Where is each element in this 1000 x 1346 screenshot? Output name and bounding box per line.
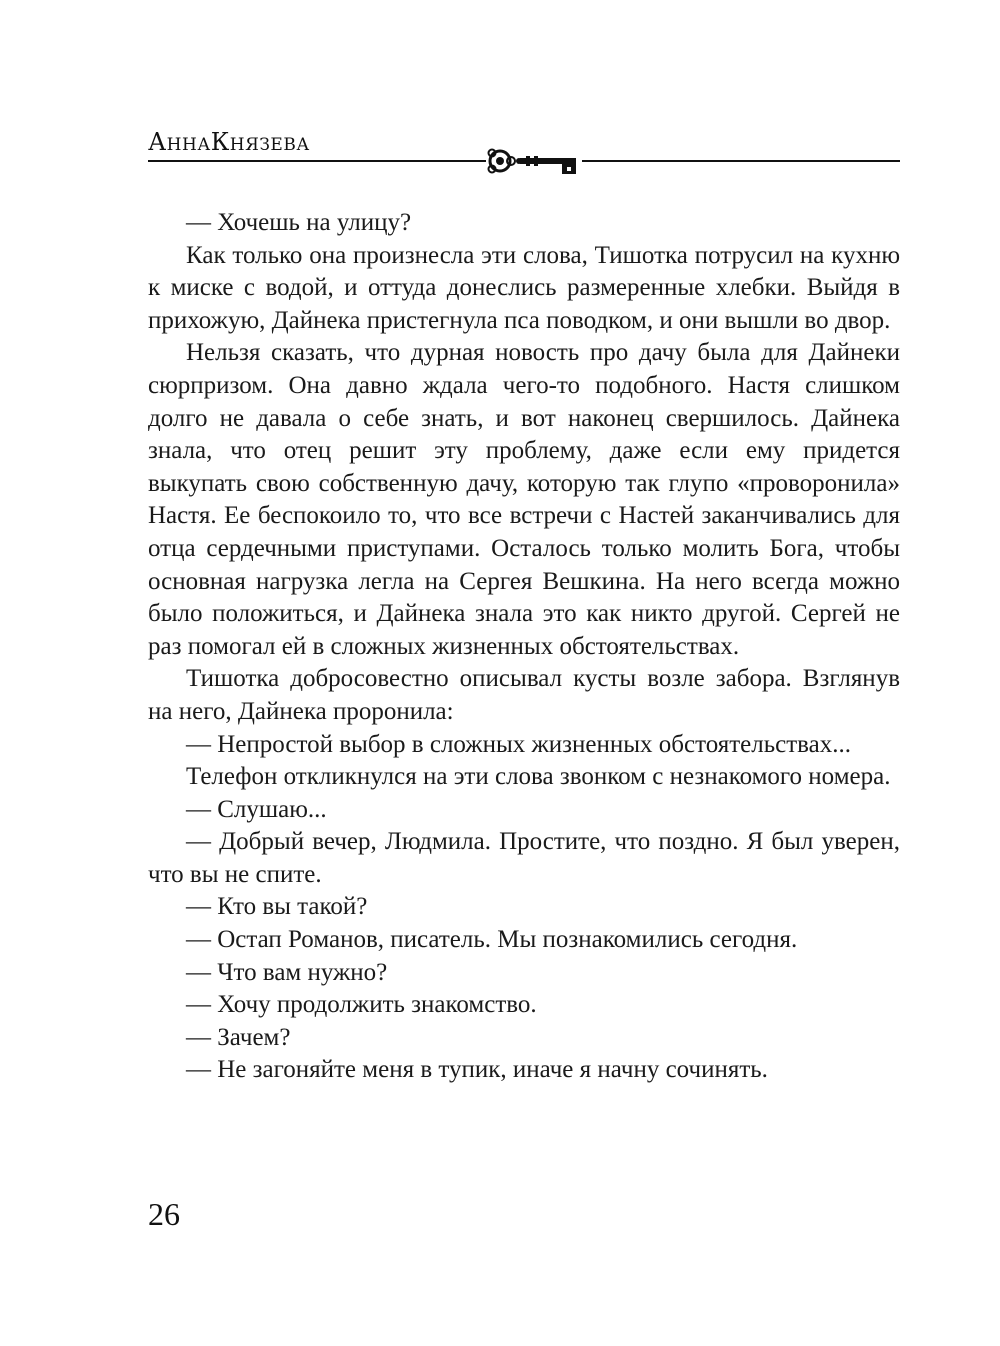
page-number: 26 <box>148 1196 180 1232</box>
paragraph-11: — Что вам нужно? <box>186 958 388 986</box>
paragraph-2: Как только она произнесла эти слова, Тишотка потрусил на кухню к миске с водой, и оттуда донеслись размеренные хлебки. Выйдя в прихожую, Дайнека пристегнула пса поводком, и они вышли во двор. <box>148 241 900 334</box>
key-icon <box>486 145 582 179</box>
paragraph-10: — Остап Романов, писатель. Мы познакомились сегодня. <box>186 926 798 954</box>
paragraph-6: Телефон откликнулся на эти слова звонком с незнакомого номера. <box>186 763 891 791</box>
paragraph-7: — Слушаю... <box>186 795 327 823</box>
paragraph-13: — Зачем? <box>186 1023 291 1051</box>
paragraph-4: Тишотка добросовестно описывал кусты возле забора. Взглянув на него, Дайнека проронила: <box>148 665 900 725</box>
paragraph-1: — Хочешь на улицу? <box>186 209 412 236</box>
paragraph-9: — Кто вы такой? <box>186 893 368 921</box>
paragraph-12: — Хочу продолжить знакомство. <box>186 991 537 1019</box>
paragraph-14: — Не загоняйте меня в тупик, иначе я начну сочинять. <box>186 1056 768 1084</box>
paragraph-3: Нельзя сказать, что дурная новость про дачу была для Дайнеки сюрпризом. Она давно ждала чего-то подобного. Настя слишком долго не давала о себе знать, и вот наконец свершилось. Дайнека знала, что отец решит эту проблему, даже если ему придется выкупать свою собственную дачу, которую так глупо «проворонила» Настя. Ее беспокоило то, что все встречи с Настей заканчивались для отца сердечными приступами. Осталось только молить Бога, чтобы основная нагрузка легла на Сергея Вешкина. На него всегда можно было положиться, и Дайнека знала это как никто другой. Сергей не раз помогал ей в сложных жизненных обстоятельствах. <box>148 339 900 660</box>
paragraph-5: — Непростой выбор в сложных жизненных обстоятельствах... <box>186 730 851 758</box>
body-text <box>148 207 900 1087</box>
running-head-author: АннаКнязева <box>148 128 310 156</box>
paragraph-8: — Добрый вечер, Людмила. Простите, что поздно. Я был уверен, что вы не спите. <box>148 828 900 888</box>
